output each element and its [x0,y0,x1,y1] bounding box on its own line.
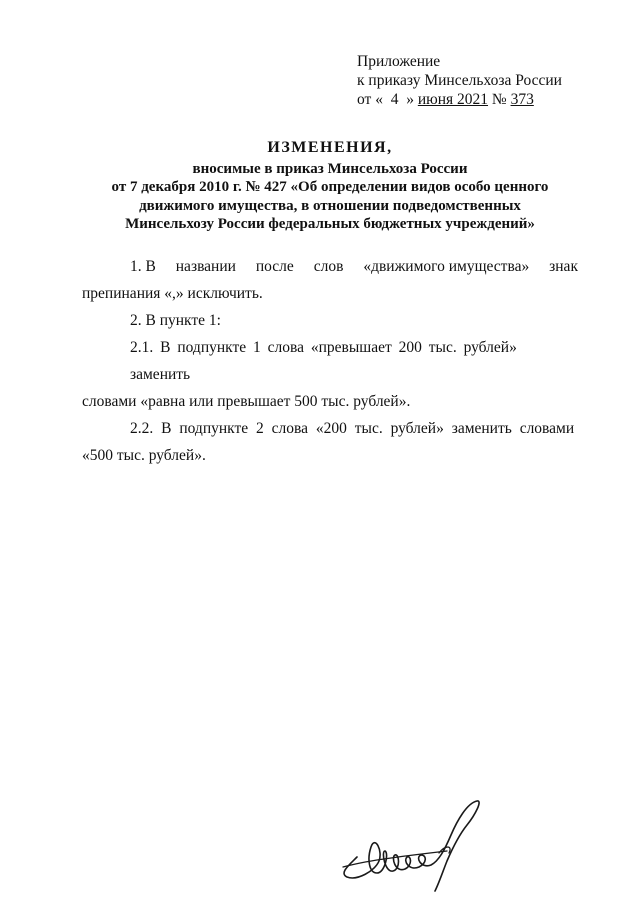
item-1-word: знак [549,258,578,275]
title-line-2: вносимые в приказ Минсельхоза России [192,160,468,177]
document-title [40,139,620,234]
item-1-word: после [255,258,294,275]
item-2-2-line-2: «500 тыс. рублей». [82,447,206,464]
order-date-line [357,90,627,109]
appendix-header [357,52,627,109]
number-sign: № [491,91,507,108]
title-line-5: Минсельхозу России федеральных бюджетных учреждений» [125,216,535,232]
appendix-label: Приложение [357,53,441,70]
item-1-word: 1. В [130,258,156,275]
item-2-1-line-2: словами «равна или превышает 500 тыс. рублей». [82,393,411,410]
order-reference: к приказу Минсельхоза России [357,72,562,89]
item-1-word: названии [175,258,236,275]
item-1-word: «движимого имущества» [363,258,530,275]
document-body [82,253,578,469]
title-main: ИЗМЕНЕНИЯ, [267,139,393,156]
date-prefix: от « [357,91,383,108]
title-line-4: движимого имущества, в отношении подведомственных [139,197,521,214]
date-close-quote: » [406,91,414,108]
signature-icon [335,795,485,895]
order-month-year: июня 2021 [417,91,489,108]
item-2-2-line-1: 2.2. В подпункте 2 слова «200 тыс. рублей» заменить словами [130,420,575,437]
item-2: 2. В пункте 1: [130,312,221,329]
item-1-line-1 [82,253,578,280]
title-line-3: от 7 декабря 2010 г. № 427 «Об определении видов особо ценного [111,179,549,195]
order-day: 4 [390,91,399,108]
item-1-word: слов [313,258,344,275]
order-number: 373 [510,91,534,108]
item-1-line-2: препинания «,» исключить. [82,285,263,302]
item-2-1-line-1: 2.1. В подпункте 1 слова «превышает 200 тыс. рублей» заменить [130,339,517,383]
